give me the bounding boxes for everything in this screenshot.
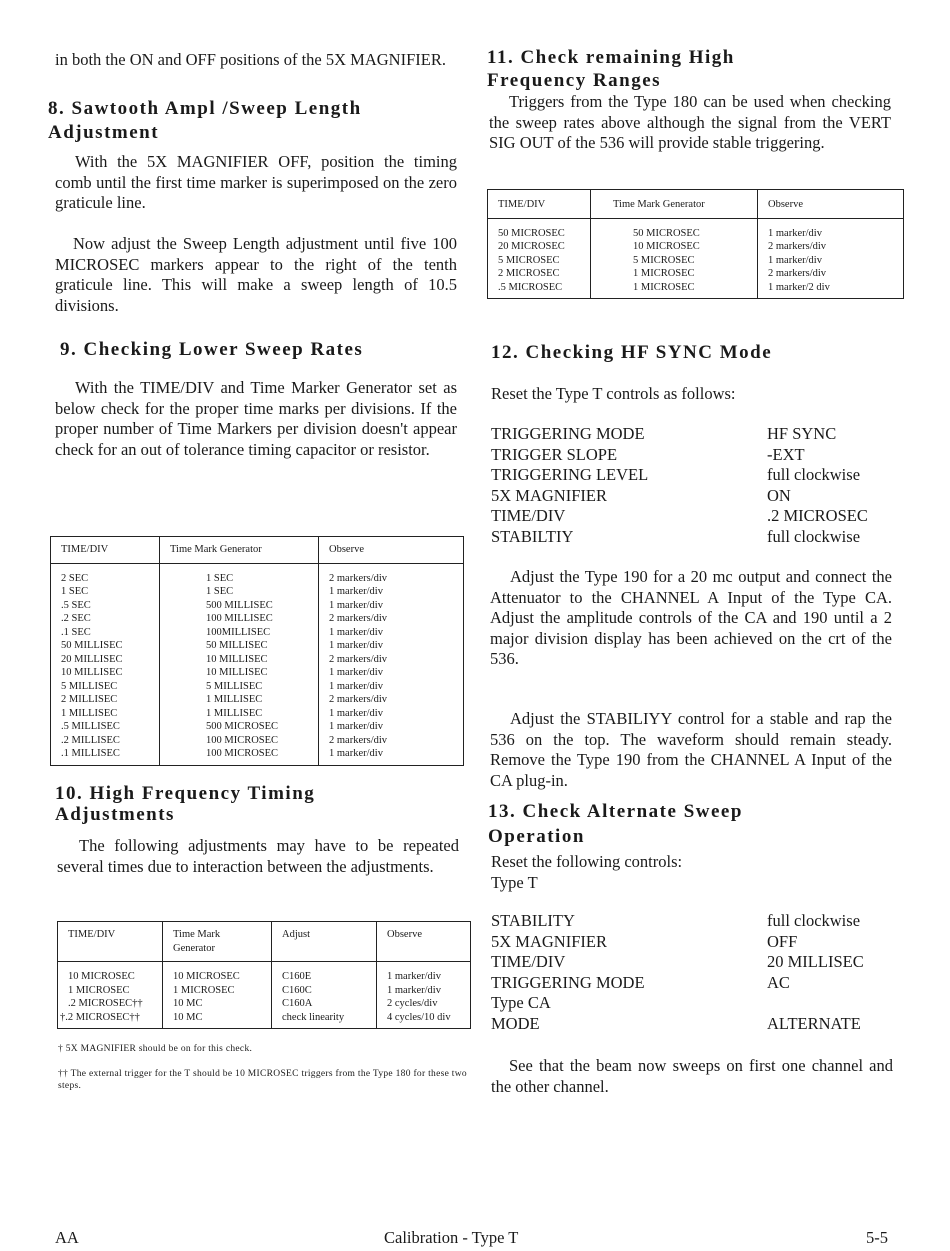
setting-row bbox=[491, 445, 911, 466]
setting-value: ALTERNATE bbox=[767, 1013, 861, 1033]
setting-name: TIME/DIV bbox=[491, 952, 566, 971]
section-12-paragraph-3: Adjust the STABILIYY control for a stable and rap the 536 on the top. The waveform should remain steady. Remove the Type 190 from the CHANNEL A Input of the CA plug-in. bbox=[490, 709, 892, 790]
setting-value: AC bbox=[767, 972, 790, 992]
table-cell: 50 MICROSEC bbox=[498, 227, 565, 239]
section-11-heading bbox=[487, 46, 907, 92]
table-cell: 1 marker/div bbox=[319, 747, 464, 765]
table-row bbox=[51, 693, 464, 707]
table-cell: 2 markers/div bbox=[319, 563, 464, 585]
table-row bbox=[58, 984, 471, 998]
table-cell: 20 MILLISEC bbox=[61, 653, 123, 665]
table-cell: 1 MILLISEC bbox=[160, 707, 319, 721]
setting-name: TRIGGER SLOPE bbox=[491, 444, 618, 464]
table-cell: 10 MILLISEC bbox=[61, 667, 123, 678]
setting-value: full clockwise bbox=[767, 465, 861, 484]
setting-name: MODE bbox=[491, 1013, 540, 1033]
table-cell: 2 markers/div bbox=[319, 734, 464, 748]
table-cell: 1 marker/div bbox=[319, 639, 464, 653]
page-number: 5-5 bbox=[866, 1228, 888, 1247]
setting-row bbox=[491, 1014, 911, 1035]
setting-value: .2 MICROSEC bbox=[767, 506, 868, 525]
section-8-paragraph-2: Now adjust the Sweep Length adjustment until five 100 MICROSEC markers appear to the right of the tenth graticule line. This will make a sweep length of 10.5 divisions. bbox=[55, 234, 457, 315]
section-12-paragraph-2: Adjust the Type 190 for a 20 mc output and connect the Attenuator to the CHANNEL A Input of the Type CA. Adjust the amplitude controls of the CA and 190 until a 2 major division display has been achieved on the crt of the 536. bbox=[490, 567, 892, 668]
table-cell: 20 MICROSEC bbox=[498, 241, 565, 252]
section-11-title-line2: Frequency Ranges bbox=[487, 70, 662, 91]
setting-name: Type CA bbox=[491, 993, 551, 1012]
table-header: Observe bbox=[319, 537, 464, 564]
section-10-paragraph: The following adjustments may have to be repeated several times due to interaction between the adjustments. bbox=[57, 836, 459, 876]
table-row bbox=[58, 997, 471, 1011]
table-row bbox=[51, 707, 464, 721]
setting-value: full clockwise bbox=[767, 911, 861, 930]
table-header: Adjust bbox=[272, 922, 377, 962]
table-cell: .1 SEC bbox=[61, 626, 91, 638]
table-cell: 10 MICROSEC bbox=[163, 962, 272, 984]
setting-value: ON bbox=[767, 485, 791, 505]
table-cell: 1 marker/div bbox=[319, 585, 464, 599]
table-cell: 50 MILLISEC bbox=[160, 639, 319, 653]
table-cell: 1 MICROSEC bbox=[163, 984, 272, 998]
section-8-title-line2: Adjustment bbox=[48, 122, 160, 143]
section-13-title-line1: 13. Check Alternate Sweep bbox=[488, 801, 743, 822]
table-cell: .2 MILLISEC bbox=[61, 734, 120, 746]
section-13-paragraph: See that the beam now sweeps on first one channel and the other channel. bbox=[491, 1056, 893, 1096]
setting-row bbox=[491, 911, 911, 932]
table-header: Observe bbox=[377, 922, 471, 962]
table-row bbox=[58, 1011, 471, 1029]
table-cell: 4 cycles/10 div bbox=[377, 1011, 471, 1029]
setting-value: -EXT bbox=[767, 444, 805, 464]
section-10-title-line1: 10. High Frequency Timing bbox=[55, 783, 316, 804]
table-row bbox=[488, 267, 904, 281]
table-row bbox=[58, 962, 471, 984]
section-9-paragraph: With the TIME/DIV and Time Marker Generator set as below check for the proper time marks per divisions. If the proper number of Time Markers per division doesn't appear check for an out of tolerance timing capacitor or resistor. bbox=[55, 378, 457, 459]
intro-text: in both the ON and OFF positions of the 5X MAGNIFIER. bbox=[55, 50, 446, 69]
setting-name: 5X MAGNIFIER bbox=[491, 931, 607, 951]
setting-value: 20 MILLISEC bbox=[767, 952, 864, 971]
setting-value: OFF bbox=[767, 931, 798, 951]
table-row bbox=[51, 563, 464, 585]
table-cell: 10 MC bbox=[163, 997, 272, 1011]
section-8-title-line1: 8. Sawtooth Ampl /Sweep Length bbox=[48, 98, 362, 119]
table-row bbox=[488, 281, 904, 299]
table-cell: C160A bbox=[272, 997, 377, 1011]
table-cell: 1 marker/div bbox=[319, 720, 464, 734]
table-cell: 10 MILLISEC bbox=[160, 666, 319, 680]
table-row bbox=[51, 680, 464, 694]
table-cell: 10 MICROSEC bbox=[591, 240, 758, 254]
setting-row bbox=[491, 973, 911, 994]
setting-row bbox=[491, 932, 911, 953]
table-cell: 2 cycles/div bbox=[377, 997, 471, 1011]
table-cell: 1 MILLISEC bbox=[160, 693, 319, 707]
table-cell: 100 MICROSEC bbox=[160, 734, 319, 748]
table-row bbox=[51, 653, 464, 667]
section-9-title: 9. Checking Lower Sweep Rates bbox=[60, 339, 364, 360]
table-cell: C160E bbox=[272, 962, 377, 984]
setting-name: STABILITY bbox=[491, 911, 575, 930]
setting-name: TIME/DIV bbox=[491, 506, 566, 525]
table-cell: 1 marker/2 div bbox=[758, 281, 904, 299]
section-13-title-line2: Operation bbox=[488, 826, 585, 847]
section-12-intro: Reset the Type T controls as follows: bbox=[491, 384, 736, 403]
table-cell: 1 marker/div bbox=[758, 254, 904, 268]
table-cell: 50 MILLISEC bbox=[61, 640, 123, 651]
table-cell: .2 MICROSEC†† bbox=[68, 998, 143, 1009]
table-row bbox=[51, 599, 464, 613]
table-header: Time Mark Generator bbox=[591, 190, 758, 219]
table-cell: 10 MILLISEC bbox=[160, 653, 319, 667]
table-cell: 500 MICROSEC bbox=[160, 720, 319, 734]
table-row bbox=[51, 626, 464, 640]
table-cell: 1 marker/div bbox=[377, 962, 471, 984]
setting-value: full clockwise bbox=[767, 526, 861, 546]
section-13-intro: Reset the following controls: bbox=[491, 852, 683, 871]
footer-left: AA bbox=[55, 1228, 79, 1247]
table-cell: 2 markers/div bbox=[319, 653, 464, 667]
section-8-heading bbox=[48, 97, 458, 145]
table-cell: 100 MICROSEC bbox=[160, 747, 319, 765]
table-cell: .2 SEC bbox=[61, 613, 91, 624]
section-11-paragraph: Triggers from the Type 180 can be used when checking the sweep rates above although the signal from the VERT SIG OUT of the 536 will provide stable triggering. bbox=[489, 92, 891, 152]
section-10-heading bbox=[55, 783, 465, 825]
table-cell: 5 MICROSEC bbox=[591, 254, 758, 268]
table-row bbox=[51, 747, 464, 765]
table-cell: 2 markers/div bbox=[758, 240, 904, 254]
table-cell: 2 markers/div bbox=[758, 267, 904, 281]
table-cell: .1 MILLISEC bbox=[61, 748, 120, 759]
table-header: TIME/DIV bbox=[51, 537, 160, 564]
table-cell: 1 SEC bbox=[160, 585, 319, 599]
table-cell: 100MILLISEC bbox=[160, 626, 319, 640]
setting-row bbox=[491, 424, 911, 445]
table-header: TIME/DIV bbox=[488, 190, 591, 219]
setting-name: TRIGGERING MODE bbox=[491, 972, 645, 992]
high-frequency-ranges-table bbox=[487, 189, 904, 299]
table-cell: 2 MILLISEC bbox=[61, 694, 118, 705]
setting-name: TRIGGERING LEVEL bbox=[491, 465, 649, 484]
setting-name: 5X MAGNIFIER bbox=[491, 485, 607, 505]
table-row bbox=[51, 666, 464, 680]
table-row bbox=[51, 612, 464, 626]
table-cell: 1 SEC bbox=[160, 563, 319, 585]
table-cell: 1 marker/div bbox=[319, 707, 464, 721]
footnote-2: †† The external trigger for the T should be 10 MICROSEC triggers from the Type 180 for these two steps. bbox=[58, 1069, 467, 1091]
table-row bbox=[51, 720, 464, 734]
table-row bbox=[51, 734, 464, 748]
setting-row bbox=[491, 465, 911, 486]
table-cell: 10 MICROSEC bbox=[68, 971, 135, 982]
table-cell: .5 MILLISEC bbox=[61, 721, 120, 732]
setting-value: HF SYNC bbox=[767, 424, 837, 443]
setting-name: STABILTIY bbox=[491, 526, 574, 546]
table-cell: 2 markers/div bbox=[319, 612, 464, 626]
footer-title: Calibration - Type T bbox=[384, 1228, 519, 1247]
setting-row bbox=[491, 993, 911, 1014]
table-cell: 10 MC bbox=[163, 1011, 272, 1029]
table-cell: 1 MICROSEC bbox=[68, 984, 130, 996]
setting-row bbox=[491, 952, 911, 973]
table-cell: 2 MICROSEC bbox=[498, 268, 560, 279]
table-cell: 1 MICROSEC bbox=[591, 281, 758, 299]
table-cell: 5 MILLISEC bbox=[61, 680, 118, 692]
section-12-title: 12. Checking HF SYNC Mode bbox=[491, 342, 773, 363]
table-cell: check linearity bbox=[272, 1011, 377, 1029]
table-header: Time Mark Generator bbox=[163, 922, 272, 962]
table-cell: 1 marker/div bbox=[758, 218, 904, 240]
table-cell: 50 MICROSEC bbox=[591, 218, 758, 240]
table-cell: 5 MICROSEC bbox=[498, 254, 560, 266]
table-cell: .5 MICROSEC bbox=[498, 281, 563, 293]
table-cell: 2 markers/div bbox=[319, 693, 464, 707]
setting-name: TRIGGERING MODE bbox=[491, 424, 645, 443]
footnote-1: † 5X MAGNIFIER should be on for this check. bbox=[58, 1044, 253, 1054]
table-cell: 100 MILLISEC bbox=[160, 612, 319, 626]
setting-row bbox=[491, 486, 911, 507]
table-header: Observe bbox=[758, 190, 904, 219]
table-cell: 1 MILLISEC bbox=[61, 707, 118, 719]
table-cell: 1 MICROSEC bbox=[591, 267, 758, 281]
table-cell: 1 marker/div bbox=[319, 626, 464, 640]
table-cell: 1 marker/div bbox=[319, 599, 464, 613]
section-12-settings bbox=[491, 424, 911, 547]
table-cell: 5 MILLISEC bbox=[160, 680, 319, 694]
section-13-heading bbox=[488, 799, 908, 849]
high-frequency-timing-table bbox=[57, 921, 471, 1029]
table-header: TIME/DIV bbox=[58, 922, 163, 962]
section-11-title-line1: 11. Check remaining High bbox=[487, 47, 735, 68]
table-row bbox=[51, 639, 464, 653]
section-8-paragraph-1: With the 5X MAGNIFIER OFF, position the timing comb until the first time marker is superimposed on the zero graticule line. bbox=[55, 152, 457, 212]
table-header: Time Mark Generator bbox=[160, 537, 319, 564]
table-row bbox=[51, 585, 464, 599]
section-13-settings bbox=[491, 911, 911, 1034]
table-cell: .5 SEC bbox=[61, 599, 91, 611]
table-cell: 2 SEC bbox=[61, 572, 89, 584]
table-row bbox=[488, 254, 904, 268]
table-cell: 1 marker/div bbox=[319, 680, 464, 694]
section-10-title-line2: Adjustments bbox=[55, 804, 175, 825]
table-row bbox=[488, 218, 904, 240]
table-cell: 500 MILLISEC bbox=[160, 599, 319, 613]
table-cell: †.2 MICROSEC†† bbox=[60, 1011, 140, 1023]
setting-row bbox=[491, 506, 911, 527]
lower-sweep-rates-table bbox=[50, 536, 464, 766]
table-cell: 1 SEC bbox=[61, 586, 89, 597]
table-cell: 1 marker/div bbox=[377, 984, 471, 998]
table-cell: 1 marker/div bbox=[319, 666, 464, 680]
section-13-type-t: Type T bbox=[491, 873, 538, 892]
table-row bbox=[488, 240, 904, 254]
table-cell: C160C bbox=[272, 984, 377, 998]
setting-row bbox=[491, 527, 911, 548]
